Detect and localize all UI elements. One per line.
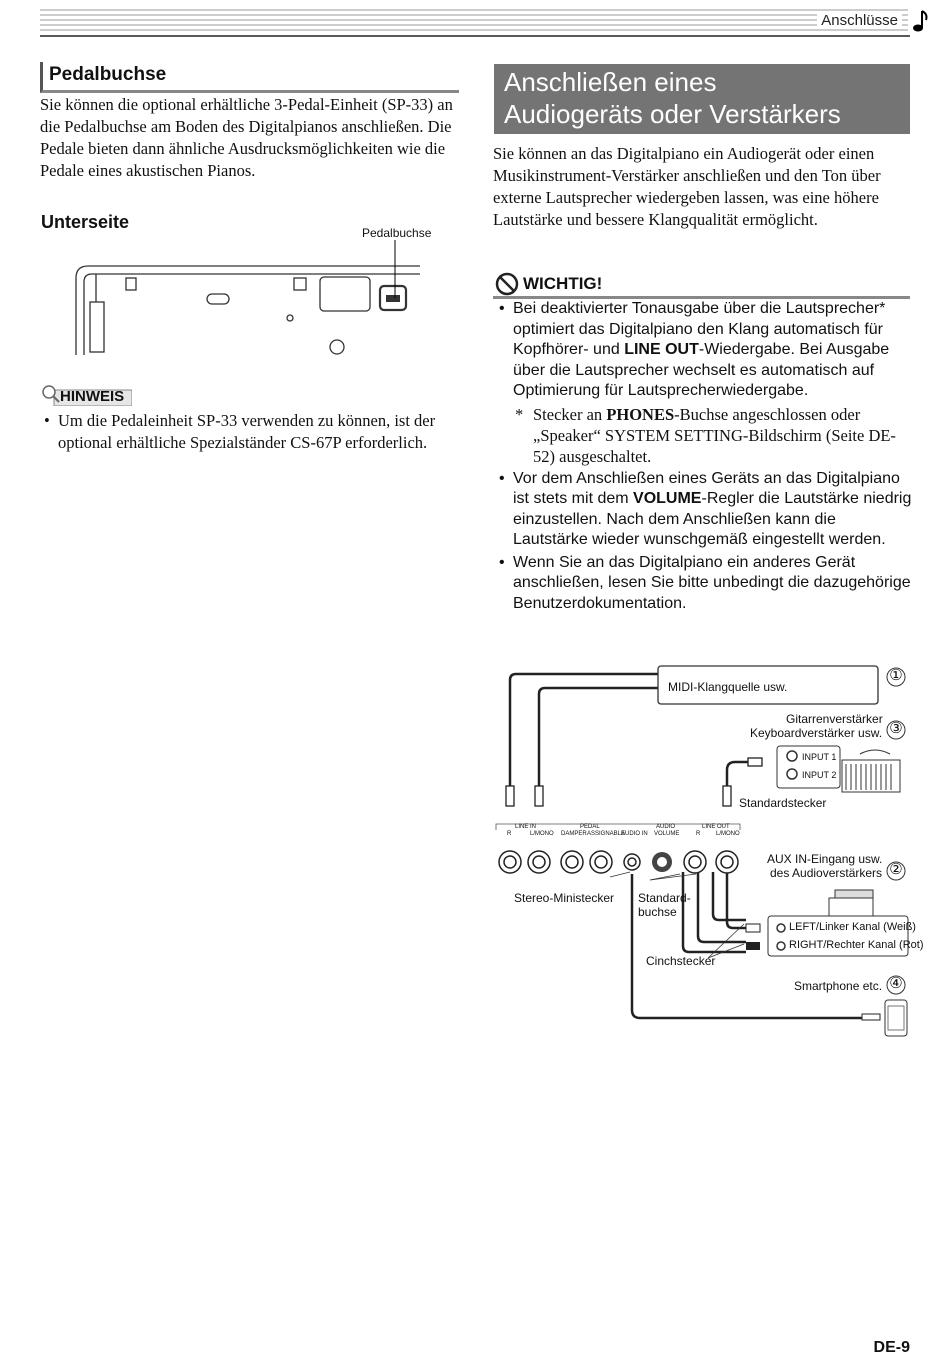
underside-illustration	[70, 240, 430, 360]
panel-audio-in: AUDIO IN	[621, 831, 648, 837]
pedal-jack-label: Pedalbuchse	[362, 226, 432, 240]
panel-line-in: LINE IN	[515, 824, 537, 830]
aux-label-line2: des Audioverstärkers	[770, 866, 883, 880]
section-heading-audio	[494, 64, 910, 134]
cinch-label: Cinchstecker	[646, 954, 716, 968]
stereo-mini-label: Stereo-Ministecker	[514, 891, 615, 905]
panel-pedal: PEDAL	[580, 824, 600, 830]
panel-audio: AUDIO	[656, 824, 676, 830]
panel-r1: R	[507, 831, 512, 837]
warning-icon	[495, 272, 519, 296]
callout-number-1: ①	[889, 667, 903, 684]
footnote: * Stecker an PHONES-Buchse angeschlossen oder „Speaker“ SYSTEM SETTING-Bildschirm (Seite DE-52) ausgeschaltet.	[515, 404, 896, 466]
smartphone-label: Smartphone etc.	[794, 979, 883, 993]
panel-volume: VOLUME	[654, 831, 680, 837]
midi-source-label: MIDI-Klangquelle usw.	[668, 680, 788, 694]
bullet1-bold: LINE OUT	[624, 341, 699, 358]
footnote-bold: PHONES	[606, 404, 675, 424]
right-channel-label: RIGHT/Rechter Kanal (Rot)	[789, 939, 924, 951]
panel-r2: R	[696, 831, 701, 837]
pedal-intro-paragraph: Sie können die optional erhältliche 3-Pedal-Einheit (SP-33) an die Pedalbuchse am Boden des Digitalpianos anschließen. Die Pedale bieten dann ähnliche Ausdrucksmöglichkeiten wie die Pedale eines akustischen Pianos.	[40, 95, 453, 180]
section-title-line2: Audiogeräts oder Verstärkers	[504, 99, 841, 129]
page-number: DE-9	[873, 1339, 910, 1356]
list-item: • Um die Pedaleinheit SP-33 verwenden zu können, ist der optional erhältliche Spezialständer CS-67P erforderlich.	[44, 411, 436, 452]
bullet3-text: Wenn Sie an das Digitalpiano ein anderes Gerät anschließen, lesen Sie bitte unbedingt die dazugehörige Benutzerdokumentation.	[513, 553, 911, 612]
bullet2-bold: VOLUME	[633, 490, 702, 507]
input1-label: INPUT 1	[802, 752, 837, 762]
amp-label-line2: Keyboardverstärker usw.	[750, 726, 883, 740]
left-channel-label: LEFT/Linker Kanal (Weiß)	[789, 921, 916, 933]
note-label: HINWEIS	[60, 388, 125, 405]
footnote-text: Stecker an	[533, 404, 607, 424]
subheading-underside: Unterseite	[41, 212, 130, 232]
audio-intro-paragraph: Sie können an das Digitalpiano ein Audiogerät oder einen Musikinstrument-Verstärker anschließen und den Ton über externe Lautsprecher wiedergeben lassen, was eine höhere Lautstärke und bessere Klangqualität ermöglicht.	[493, 144, 881, 229]
aux-label-line1: AUX IN-Eingang usw.	[767, 852, 883, 866]
section-title: Pedalbuchse	[49, 64, 167, 85]
bullet2-text: Vor dem Anschließen eines Geräts an das Digitalpiano ist stets mit dem	[513, 469, 900, 507]
standard-jack-line2: buchse	[638, 905, 677, 919]
callout-number-2: ②	[889, 861, 903, 878]
panel-lmono2: L/MONO	[716, 831, 740, 837]
callout-number-3: ③	[889, 720, 903, 737]
section-title-line1: Anschließen eines	[504, 67, 717, 97]
section-heading-pedalbuchse	[40, 62, 459, 93]
header-title: Anschlüsse	[817, 12, 902, 29]
input2-label: INPUT 2	[802, 770, 837, 780]
list-item: • Wenn Sie an das Digitalpiano ein anderes Gerät anschließen, lesen Sie bitte unbedingt die dazugehörige Benutzerdokumentation.	[499, 553, 911, 612]
bullet2-text-end: -Regler die Lautstärke niedrig einzustellen. Nach dem Anschließen kann die Lautstärke wieder wunschgemäß eingestellt werden.	[513, 490, 912, 548]
bullet1-text: Bei deaktivierter Tonausgabe über die Lautsprecher* optimiert das Digitalpiano den Klang automatisch für Kopfhörer- und	[513, 300, 886, 358]
footnote-text-end: -Buchse angeschlossen oder „Speaker“ SYSTEM SETTING-Bildschirm (Seite DE-52) ausgeschaltet.	[533, 404, 896, 466]
warning-label: WICHTIG!	[523, 274, 603, 293]
panel-lmono1: L/MONO	[530, 831, 554, 837]
standard-jack-line1: Standard-	[638, 891, 691, 905]
standard-plug-label: Standardstecker	[739, 796, 827, 810]
panel-line-out: LINE OUT	[702, 824, 730, 830]
note-list	[44, 410, 458, 454]
header-staff-lines	[40, 8, 910, 38]
panel-assignable: ASSIGNABLE	[587, 831, 626, 837]
list-item: • Vor dem Anschließen eines Geräts an das Digitalpiano ist stets mit dem VOLUME-Regler die Lautstärke niedrig einzustellen. Nach dem Anschließen kann die Lautstärke wieder wunschgemäß eingestellt werden.	[499, 469, 912, 548]
warning-list	[499, 299, 913, 616]
list-item: • Bei deaktivierter Tonausgabe über die Lautsprecher* optimiert das Digitalpiano den Klang automatisch für Kopfhörer- und LINE OUT-Wiedergabe. Bei Ausgabe über die Lautsprecher wechselt es automatisch auf Optimierung für Lautsprecherwiedergabe.	[499, 300, 890, 399]
note-item-text: Um die Pedaleinheit SP-33 verwenden zu können, ist der optional erhältliche Spezialständer CS-67P erforderlich.	[58, 411, 436, 452]
warning-heading	[493, 272, 910, 299]
music-note-icon	[908, 8, 930, 34]
amp-label-line1: Gitarrenverstärker	[786, 712, 883, 726]
bullet1-text-end: -Wiedergabe. Bei Ausgabe über die Lautsprecher wechselt es automatisch auf Optimierung für Lautsprecherwiedergabe.	[513, 341, 890, 399]
callout-number-4: ④	[889, 975, 903, 992]
panel-damper: DAMPER	[561, 831, 587, 837]
